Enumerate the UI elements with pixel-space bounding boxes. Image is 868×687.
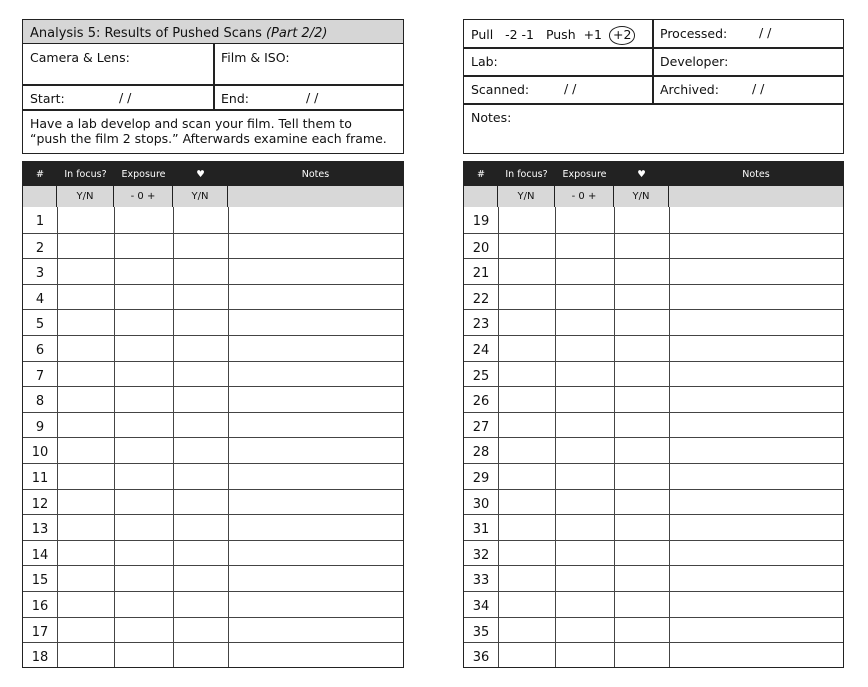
- table-row: [464, 361, 843, 387]
- col-header-heart-icon: ♥: [637, 169, 646, 180]
- frame-number: 35: [472, 624, 490, 640]
- yn-label: Y/N: [517, 191, 535, 202]
- table-row: [23, 489, 403, 515]
- frame-number: 30: [472, 496, 490, 512]
- subheader-in-focus: [498, 186, 555, 207]
- table-row: [464, 642, 843, 668]
- lab-label: Lab:: [471, 54, 498, 69]
- column-divider: [555, 207, 556, 667]
- table-header: [23, 162, 403, 186]
- frame-number: 11: [31, 471, 49, 486]
- frames-table-right: [463, 161, 844, 668]
- pull-label: Pull: [471, 27, 494, 42]
- table-row: [23, 207, 403, 233]
- subheader-heart: [173, 186, 228, 207]
- subheader-in-focus: [57, 186, 114, 207]
- frame-number: 34: [472, 599, 490, 614]
- table-header: [464, 162, 843, 186]
- table-row: [23, 335, 403, 361]
- pull-values: -2 -1: [505, 27, 535, 42]
- yn-label: Y/N: [76, 191, 94, 202]
- divider: [464, 103, 843, 105]
- title-part: (Part 2/2): [265, 26, 328, 41]
- scanned-label: Scanned:: [471, 82, 530, 97]
- frame-number: 25: [472, 368, 490, 384]
- table-row: [23, 437, 403, 463]
- end-date-slashes: / /: [306, 90, 319, 105]
- start-date-slashes: / /: [119, 90, 132, 105]
- right-form: [463, 19, 844, 154]
- processed-label: Processed:: [660, 26, 728, 41]
- frame-number: 14: [31, 547, 49, 563]
- table-row: [23, 617, 403, 643]
- frame-number: 27: [472, 419, 490, 435]
- table-row: [464, 565, 843, 591]
- film-iso-label: Film & ISO:: [221, 50, 290, 65]
- divider: [652, 20, 654, 104]
- subheader-notes: [228, 186, 403, 207]
- frame-number: 28: [472, 445, 490, 461]
- frame-number: 19: [472, 214, 490, 229]
- frame-number: 24: [472, 343, 490, 358]
- heart-yn-label: Y/N: [191, 191, 209, 202]
- scanned-slashes: / /: [564, 81, 577, 96]
- divider: [23, 84, 403, 86]
- instructions-line-2: “push the film 2 stops.” Afterwards examine each frame.: [30, 131, 387, 146]
- frame-number: 5: [35, 317, 45, 333]
- table-row: [23, 309, 403, 335]
- frame-number: 20: [472, 240, 490, 256]
- frame-number: 33: [472, 573, 490, 589]
- subheader-exposure: [555, 186, 614, 207]
- frame-number: 16: [31, 599, 49, 614]
- table-row: [464, 258, 843, 284]
- table-row: [23, 642, 403, 668]
- frame-number: 21: [472, 266, 490, 282]
- frame-number: 17: [31, 624, 49, 640]
- col-header-exposure: Exposure: [562, 169, 607, 180]
- frame-number: 15: [31, 573, 49, 589]
- table-row: [464, 463, 843, 489]
- table-row: [23, 258, 403, 284]
- table-row: [23, 361, 403, 387]
- table-row: [464, 617, 843, 643]
- title-text: Analysis 5: Results of Pushed Scans: [30, 26, 262, 41]
- page-title: [30, 26, 327, 41]
- table-row: [23, 540, 403, 566]
- frames-table-left: [22, 161, 404, 668]
- table-row: [23, 386, 403, 412]
- col-header-exposure: Exposure: [121, 169, 166, 180]
- frame-number: 18: [31, 650, 49, 666]
- table-row: [464, 207, 843, 233]
- start-label: Start:: [30, 91, 65, 106]
- frame-number: 22: [472, 291, 490, 307]
- table-row: [464, 489, 843, 515]
- frame-number: 23: [472, 317, 490, 333]
- frame-number: 26: [472, 394, 490, 410]
- table-row: [464, 412, 843, 438]
- notes-label: Notes:: [471, 110, 512, 125]
- subheader-num: [23, 186, 57, 207]
- table-row: [464, 309, 843, 335]
- table-row: [23, 565, 403, 591]
- archived-label: Archived:: [660, 82, 719, 97]
- subheader-heart: [614, 186, 669, 207]
- column-divider: [57, 207, 58, 667]
- frame-number: 4: [35, 291, 45, 307]
- frame-number: 2: [35, 240, 45, 256]
- exposure-scale: - 0 +: [130, 191, 156, 202]
- col-header-notes: Notes: [301, 169, 330, 180]
- table-subheader: [464, 186, 843, 207]
- frame-number: 12: [31, 496, 49, 512]
- left-form: [22, 19, 404, 154]
- table-row: [464, 233, 843, 259]
- frame-number: 7: [35, 368, 45, 384]
- divider: [464, 75, 843, 77]
- divider: [213, 44, 215, 110]
- frame-number: 36: [472, 650, 490, 666]
- table-row: [23, 412, 403, 438]
- divider: [464, 47, 843, 49]
- table-row: [464, 284, 843, 310]
- table-row: [23, 233, 403, 259]
- frame-number: 8: [35, 394, 45, 410]
- frame-number: 9: [35, 419, 45, 435]
- push-plus1: +1: [583, 27, 603, 42]
- push-label: Push: [545, 27, 576, 42]
- table-rows: [23, 207, 403, 667]
- table-row: [464, 591, 843, 617]
- heart-yn-label: Y/N: [632, 191, 650, 202]
- col-header-num: #: [477, 169, 485, 180]
- frame-number: 1: [35, 214, 45, 229]
- frame-number: 3: [35, 266, 45, 282]
- exposure-scale: - 0 +: [571, 191, 597, 202]
- col-header-num: #: [36, 169, 44, 180]
- frame-number: 29: [472, 471, 490, 486]
- table-row: [23, 591, 403, 617]
- col-header-in-focus: In focus?: [64, 169, 107, 180]
- form-title-bar: [23, 20, 403, 44]
- push-pull-row: [471, 26, 635, 45]
- divider: [23, 109, 403, 111]
- processed-slashes: / /: [759, 25, 772, 40]
- table-rows: [464, 207, 843, 667]
- column-divider: [114, 207, 115, 667]
- col-header-in-focus: In focus?: [505, 169, 548, 180]
- subheader-notes: [669, 186, 843, 207]
- archived-slashes: / /: [752, 81, 765, 96]
- col-header-heart-icon: ♥: [196, 169, 205, 180]
- table-row: [464, 437, 843, 463]
- end-label: End:: [221, 91, 249, 106]
- table-row: [464, 386, 843, 412]
- camera-lens-label: Camera & Lens:: [30, 50, 130, 65]
- frame-number: 31: [472, 522, 490, 538]
- column-divider: [669, 207, 670, 667]
- table-row: [23, 463, 403, 489]
- subheader-num: [464, 186, 498, 207]
- push-plus2-circled: +2: [609, 26, 635, 45]
- table-row: [23, 284, 403, 310]
- frame-number: 6: [35, 343, 45, 358]
- column-divider: [228, 207, 229, 667]
- column-divider: [173, 207, 174, 667]
- table-row: [464, 540, 843, 566]
- instructions-line-1: Have a lab develop and scan your film. Tell them to: [30, 116, 352, 131]
- table-row: [23, 514, 403, 540]
- developer-label: Developer:: [660, 54, 729, 69]
- table-subheader: [23, 186, 403, 207]
- frame-number: 32: [472, 547, 490, 563]
- table-row: [464, 514, 843, 540]
- frame-number: 13: [31, 522, 49, 538]
- col-header-notes: Notes: [742, 169, 770, 180]
- subheader-exposure: [114, 186, 173, 207]
- column-divider: [614, 207, 615, 667]
- column-divider: [498, 207, 499, 667]
- frame-number: 10: [31, 445, 49, 461]
- table-row: [464, 335, 843, 361]
